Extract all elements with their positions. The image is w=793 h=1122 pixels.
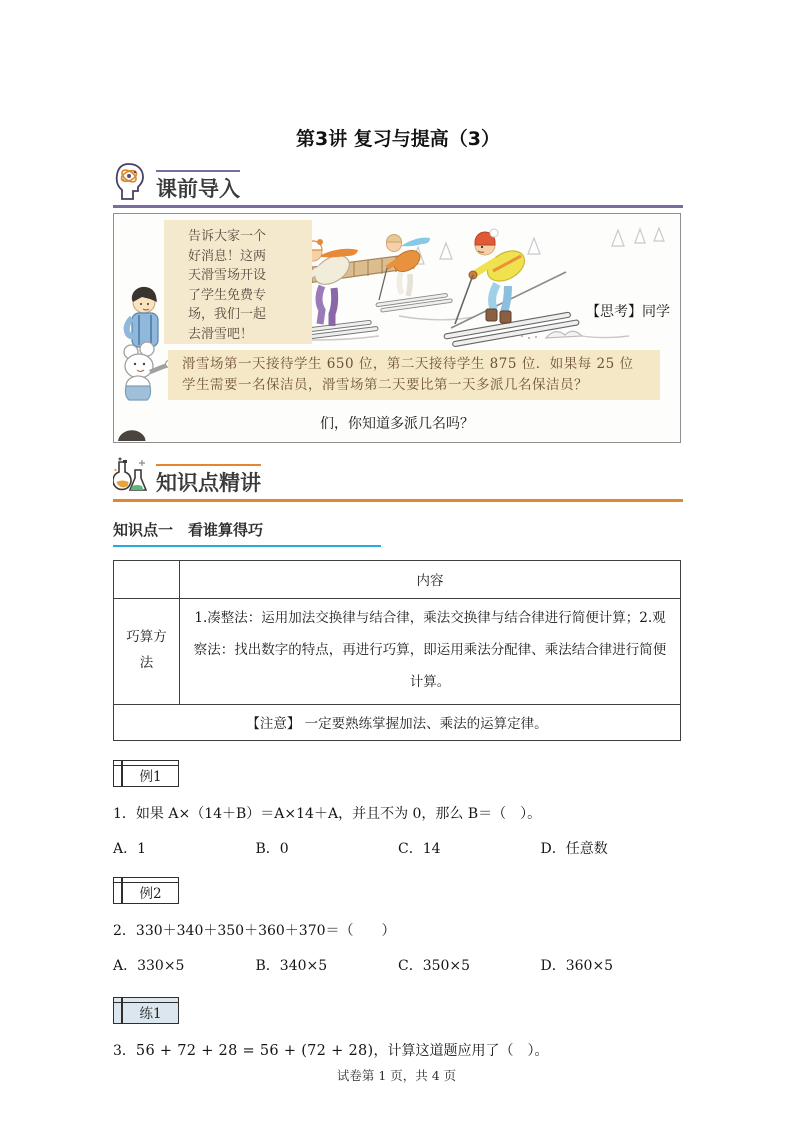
example-1-tag-label: 例1 [139,769,162,785]
option-c: C．350×5 [398,957,471,974]
example-1-question: 1．如果 A×（14＋B）＝A×14＋A，并且不为 0，那么 B＝（ ）。 [113,805,542,822]
option-d: D．任意数 [540,840,608,857]
practice-1-tag-label: 练1 [139,1006,162,1022]
example-2-options [113,955,683,975]
option-b: B．340×5 [255,957,328,974]
option-c: C．14 [398,840,441,857]
table-content-header: 内容 [180,560,681,598]
problem-box [168,350,660,400]
practice-question-formula: 56 + 72 + 28 = 56 + (72 + 28) [135,1042,374,1059]
intro-header-rule [113,205,683,208]
mouse-character [124,342,173,400]
option-a: A．330×5 [113,957,185,974]
practice-1-question [113,1040,683,1060]
skier-right [444,229,579,348]
table-header-row [114,560,681,598]
example-2-tag [113,877,179,904]
thinking-head-icon [113,162,147,202]
table-row-label: 巧算方法 [114,598,180,704]
speech-bubble [164,220,312,344]
knowledge-section-header [113,454,683,496]
ski-illustration [113,213,681,443]
knowledge-header-rule [113,499,683,502]
example-2-tag-label: 例2 [139,886,162,902]
example-1-options [113,838,683,858]
example-2-question: 2．330＋340＋350＋360＋370＝（ ） [113,922,396,939]
practice-1-tag [113,997,179,1024]
practice-question-suffix: ，计算这道题应用了（ ）。 [373,1042,549,1059]
intro-section-header [113,160,683,202]
option-d: D．360×5 [540,957,614,974]
speech-bubble-text: 告诉大家一个好消息！这两天滑雪场开设了学生免费专场，我们一起去滑雪吧！ [188,229,267,342]
example-1-tag [113,760,179,787]
table-method-row [114,598,681,704]
illustration-caption: 们，你知道多派几名吗？ [320,416,474,432]
table-row-content: 1.凑整法：运用加法交换律与结合律，乘法交换律与结合律进行简便计算；2.观察法：找出数字的特点，再进行巧算，即运用乘法分配律、乘法结合律进行简便计算。 [180,598,681,704]
content-column [113,0,683,1060]
problem-line-2: 学生需要一名保洁员，滑雪场第二天要比第一天多派几名保洁员？ [182,377,588,393]
practice-question-number: 3． [113,1042,136,1059]
think-label: 【思考】同学 [586,304,670,320]
knowledge-table [113,560,681,741]
table-note-row [114,704,681,740]
page-footer: 试卷第 1 页，共 4 页 [336,1068,457,1083]
knowledge-point-title: 知识点一 看谁算得巧 [113,519,381,547]
knowledge-section-title: 知识点精讲 [156,464,261,496]
table-corner-cell [114,560,180,598]
problem-line-1: 滑雪场第一天接待学生 650 位，第二天接待学生 875 位．如果每 25 位 [182,356,634,372]
table-note: 【注意】 一定要熟练掌握加法、乘法的运算定律。 [114,704,681,740]
intro-section-title: 课前导入 [156,170,240,202]
page-title: 第3讲 复习与提高（3） [295,128,501,150]
skier-middle [376,235,453,313]
boy-character [127,287,158,347]
option-a: A．1 [113,840,147,857]
option-b: B．0 [255,840,289,857]
flask-icon [113,456,147,496]
